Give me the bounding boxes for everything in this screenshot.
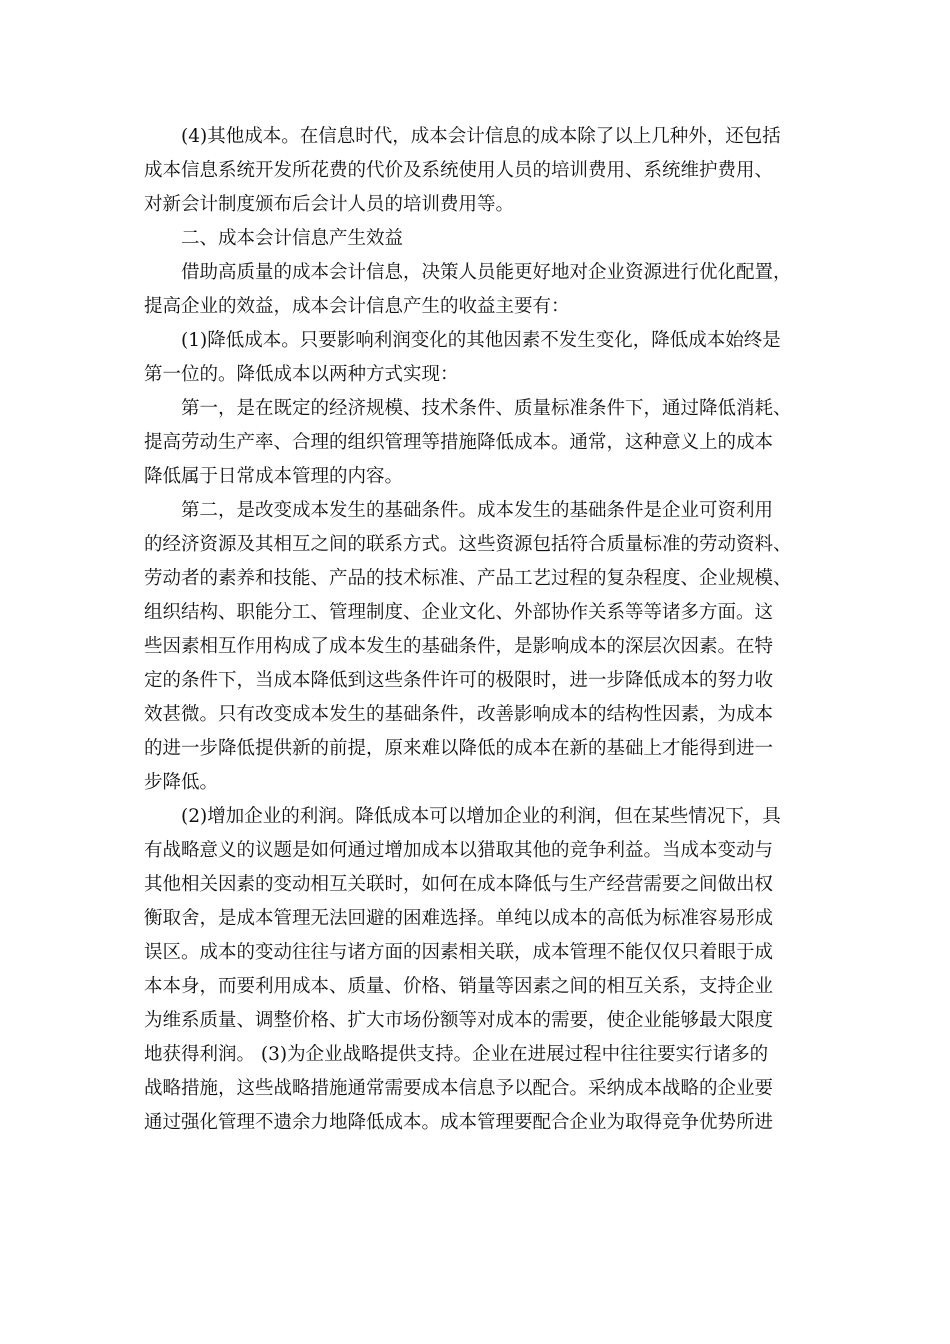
document-body bbox=[144, 120, 808, 1140]
text-line: 衡取舍，是成本管理无法回避的困难选择。单纯以成本的高低为标准容易形成 bbox=[144, 908, 774, 929]
text-line: 成本信息系统开发所花费的代价及系统使用人员的培训费用、系统维护费用、 bbox=[144, 160, 774, 181]
text-line: 其他相关因素的变动相互关联时，如何在成本降低与生产经营需要之间做出权 bbox=[144, 874, 774, 895]
text-line: 第二，是改变成本发生的基础条件。成本发生的基础条件是企业可资利用 bbox=[181, 500, 774, 521]
text-line: 第一位的。降低成本以两种方式实现： bbox=[144, 364, 459, 385]
text-line: 降低属于日常成本管理的内容。 bbox=[144, 466, 404, 487]
text-line: 效甚微。只有改变成本发生的基础条件，改善影响成本的结构性因素，为成本 bbox=[144, 704, 774, 725]
text-line: (2)增加企业的利润。降低成本可以增加企业的利润，但在某些情况下，具 bbox=[181, 806, 781, 827]
text-line: 误区。成本的变动往往与诸方面的因素相关联，成本管理不能仅仅只着眼于成 bbox=[144, 942, 774, 963]
text-line: 劳动者的素养和技能、产品的技术标准、产品工艺过程的复杂程度、企业规模、 bbox=[144, 568, 792, 589]
text-line: 借助高质量的成本会计信息，决策人员能更好地对企业资源进行优化配置， bbox=[181, 262, 792, 283]
text-line: 的经济资源及其相互之间的联系方式。这些资源包括符合质量标准的劳动资料、 bbox=[144, 534, 792, 555]
text-line: (1)降低成本。只要影响利润变化的其他因素不发生变化，降低成本始终是 bbox=[181, 330, 781, 351]
text-line: 组织结构、职能分工、管理制度、企业文化、外部协作关系等等诸多方面。这 bbox=[144, 602, 774, 623]
text-line: 对新会计制度颁布后会计人员的培训费用等。 bbox=[144, 194, 515, 215]
text-line: 步降低。 bbox=[144, 772, 219, 793]
text-line: 些因素相互作用构成了成本发生的基础条件，是影响成本的深层次因素。在特 bbox=[144, 636, 774, 657]
text-line: (4)其他成本。在信息时代，成本会计信息的成本除了以上几种外，还包括 bbox=[181, 126, 781, 147]
text-line: 为维系质量、调整价格、扩大市场份额等对成本的需要，使企业能够最大限度 bbox=[144, 1010, 774, 1031]
text-line: 有战略意义的议题是如何通过增加成本以猎取其他的竞争利益。当成本变动与 bbox=[144, 840, 774, 861]
text-line: 通过强化管理不遗余力地降低成本。成本管理要配合企业为取得竞争优势所进 bbox=[144, 1112, 774, 1133]
text-line: 战略措施，这些战略措施通常需要成本信息予以配合。采纳成本战略的企业要 bbox=[144, 1078, 774, 1099]
text-line: 地获得利润。 (3)为企业战略提供支持。企业在进展过程中往往要实行诸多的 bbox=[144, 1044, 769, 1065]
text-line: 二、成本会计信息产生效益 bbox=[181, 228, 404, 249]
text-line: 第一，是在既定的经济规模、技术条件、质量标准条件下，通过降低消耗、 bbox=[181, 398, 792, 419]
text-line: 定的条件下，当成本降低到这些条件许可的极限时，进一步降低成本的努力收 bbox=[144, 670, 774, 691]
text-line: 的进一步降低提供新的前提，原来难以降低的成本在新的基础上才能得到进一 bbox=[144, 738, 774, 759]
text-line: 提高企业的效益，成本会计信息产生的收益主要有： bbox=[144, 296, 570, 317]
text-line: 本本身，而要利用成本、质量、价格、销量等因素之间的相互关系，支持企业 bbox=[144, 976, 774, 997]
text-line: 提高劳动生产率、合理的组织管理等措施降低成本。通常，这种意义上的成本 bbox=[144, 432, 774, 453]
